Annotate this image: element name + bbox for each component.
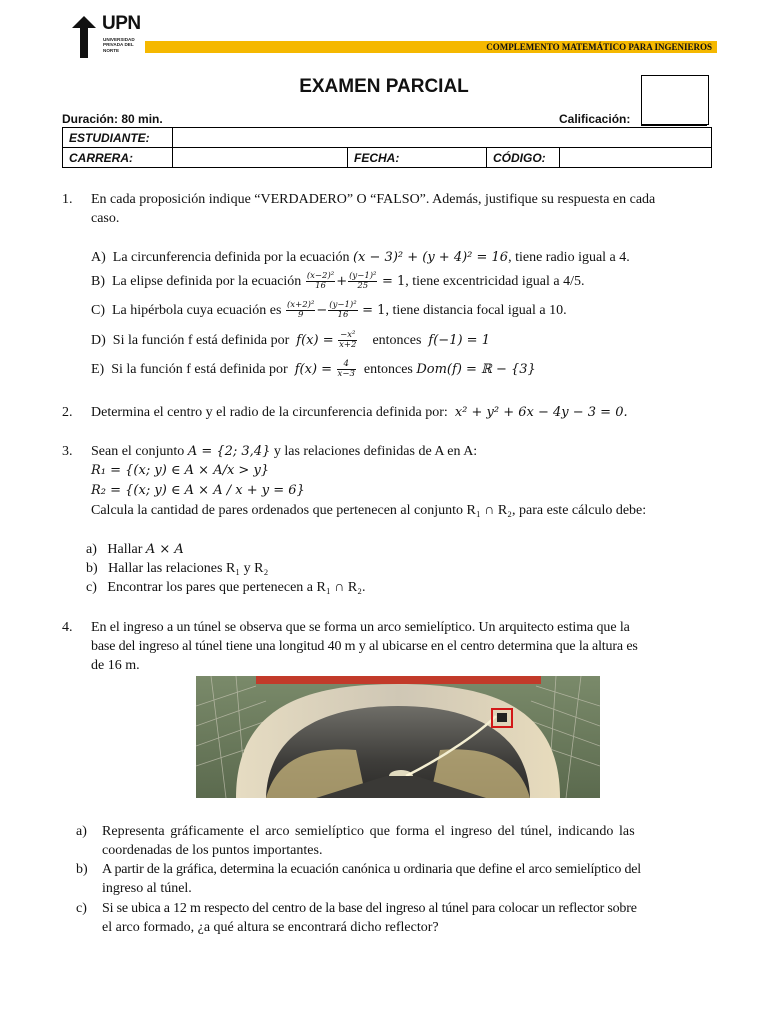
grade-box [641, 75, 709, 125]
q1-number: 1. [62, 192, 73, 207]
q3-c-label: c) [86, 580, 97, 595]
q1-text-line2: caso. [91, 211, 120, 226]
q1-b-label: B) [91, 274, 105, 289]
q3-a-equation: A × A [145, 542, 184, 557]
q4-a-label: a) [76, 824, 87, 839]
q3-a-label: a) [86, 542, 97, 557]
q4-c-line2: el arco formado, ¿a qué altura se encontrará dicho reflector? [102, 920, 439, 935]
q1-item-a [91, 248, 630, 267]
q3-intro [91, 442, 477, 461]
q3-relation-r1: R₁ = {(x; y) ∈ A × A/x > y} [91, 463, 270, 478]
q1-d-pre: Si la función f está definida por [112, 333, 290, 348]
q1-b-eq: = 1 [381, 274, 406, 289]
q1-d-mid: entonces [372, 333, 422, 348]
q1-a-equation: (x − 3)² + (y + 4)² = 16 [352, 250, 509, 265]
duration-label: Duración: 80 min. [62, 112, 163, 126]
q4-c-line1: Si se ubica a 12 m respecto del centro de la base del ingreso al túnel para colocar un reflector sobre [102, 901, 637, 916]
upn-arrow-logo-icon [72, 16, 96, 58]
q1-c-eq: = 1 [362, 303, 386, 318]
date-label: FECHA: [348, 148, 487, 168]
exam-title: EXAMEN PARCIAL [299, 76, 469, 97]
q4-b-line1: A partir de la gráfica, determina la ecuación canónica u ordinaria que define el arco semielíptico del [102, 862, 641, 877]
q1-d-lhs: f(x) = [296, 333, 334, 348]
course-title: COMPLEMENTO MATEMÁTICO PARA INGENIEROS [486, 42, 712, 52]
code-field[interactable] [560, 148, 712, 168]
q1-item-e [91, 356, 536, 384]
q3-number: 3. [62, 444, 73, 459]
grade-underline [641, 125, 707, 126]
q1-b-fraction2: $\frac{\text{(y−1)²}}{25}$ [349, 271, 377, 292]
career-label: CARRERA: [63, 148, 173, 168]
q1-c-label: C) [91, 303, 105, 318]
q1-e-label: E) [91, 362, 105, 377]
q2-number: 2. [62, 405, 73, 420]
q4-a-line1: Representa gráficamente el arco semielíptico que forma el ingreso del túnel, indicando las [102, 824, 635, 839]
q4-c-label: c) [76, 901, 87, 916]
q3-c-text: Encontrar los pares que pertenecen a R₁ ∩ R₂. [107, 580, 366, 595]
q1-d-label: D) [91, 333, 106, 348]
q1-e-fraction: $\frac{4}{x-3}$ [337, 359, 355, 380]
q4-line1: En el ingreso a un túnel se observa que se forma un arco semielíptico. Un arquitecto estima que la [91, 620, 630, 635]
q3-b-text: Hallar las relaciones R₁ y R₂ [108, 561, 269, 576]
q3-intro-post: y las relaciones definidas de A en A: [273, 444, 478, 459]
q1-c-post: , tiene distancia focal igual a 10. [385, 303, 567, 318]
q1-a-pre: La circunferencia definida por la ecuación [112, 250, 350, 265]
q1-a-post: , tiene radio igual a 4. [508, 250, 630, 265]
logo-subtitle: UNIVERSIDAD PRIVADA DEL NORTE [103, 37, 135, 53]
student-label: ESTUDIANTE: [63, 128, 173, 148]
logo-text: UPN [102, 13, 141, 34]
q1-c-fraction1: $\frac{\text{(x+2)²}}{9}$ [286, 300, 315, 321]
student-field[interactable] [173, 128, 712, 148]
q1-c-fraction2: $\frac{\text{(y−1)²}}{16}$ [329, 300, 357, 321]
q1-item-b [91, 268, 584, 296]
q3-b-label: b) [86, 561, 98, 576]
q2-equation: x² + y² + 6x − 4y − 3 = 0. [454, 405, 628, 420]
career-field[interactable] [173, 148, 348, 168]
q1-c-minus: − [316, 303, 328, 318]
student-info-table [62, 127, 712, 168]
q1-text-line1: En cada proposición indique “VERDADERO” O “FALSO”. Además, justifique su respuesta en cada [91, 192, 656, 207]
q1-e-rhs: Dom(f) = ℝ − {3} [416, 362, 536, 377]
q3-intro-pre: Sean el conjunto [91, 444, 185, 459]
grade-label: Calificación: [559, 112, 631, 126]
q1-item-c [91, 297, 567, 325]
q4-b-line2: ingreso al túnel. [102, 881, 192, 896]
q1-item-d [91, 327, 490, 355]
q1-b-fraction1: $\frac{\text{(x−2)²}}{16}$ [306, 271, 335, 292]
q3-relation-r2: R₂ = {(x; y) ∈ A × A / x + y = 6} [91, 483, 305, 498]
q3-item-b [86, 559, 268, 578]
q1-a-label: A) [91, 250, 106, 265]
q3-item-c [86, 578, 366, 597]
q1-c-pre: La hipérbola cuya ecuación es [112, 303, 282, 318]
q4-line3: de 16 m. [91, 658, 140, 673]
q3-a-pre: Hallar [107, 542, 143, 557]
q1-b-plus: + [336, 274, 348, 289]
code-label: CÓDIGO: [487, 148, 560, 168]
q4-line2: base del ingreso al túnel tiene una longitud 40 m y al ubicarse en el centro determina que la altura es [91, 639, 638, 654]
q1-b-pre: La elipse definida por la ecuación [112, 274, 302, 289]
q2-text [91, 403, 628, 422]
q3-item-a [86, 540, 184, 559]
q1-e-pre: Si la función f está definida por [111, 362, 288, 377]
q1-b-post: , tiene excentricidad igual a 4/5. [405, 274, 585, 289]
q4-a-line2: coordenadas de los puntos importantes. [102, 843, 323, 858]
q1-e-lhs: f(x) = [294, 362, 333, 377]
q4-number: 4. [62, 620, 73, 635]
q1-e-mid: entonces [363, 362, 413, 377]
tunnel-photo [196, 676, 600, 798]
q1-d-rhs: f(−1) = 1 [428, 333, 490, 348]
q2-prompt: Determina el centro y el radio de la circunferencia definida por: [91, 405, 448, 420]
q3-set: A = {2; 3,4} [187, 444, 271, 459]
q3-calc: Calcula la cantidad de pares ordenados que pertenecen al conjunto R₁ ∩ R₂, para este cálculo debe: [91, 503, 647, 518]
q1-d-fraction: $\frac{\text{−x²}}{x+2}$ [339, 330, 357, 351]
q4-b-label: b) [76, 862, 88, 877]
